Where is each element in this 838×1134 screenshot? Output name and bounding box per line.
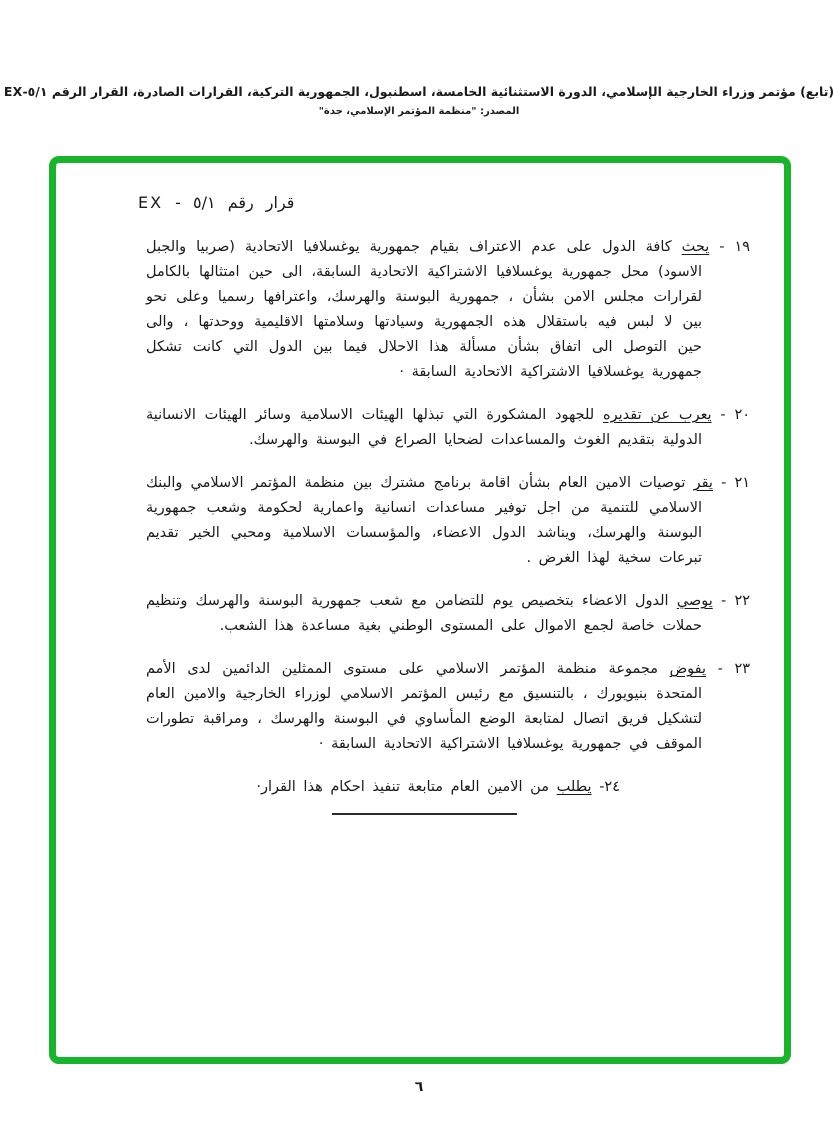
paragraph-text: للجهود المشكورة التي تبذلها الهيئات الاسلامية وسائر الهيئات الانسانية الدولية بتقديم الغوث والمساعدات لضحايا الصراع في البوسنة والهرسك. (146, 407, 702, 448)
document-header (0, 84, 838, 117)
paragraph-20 (146, 403, 750, 453)
paragraph-number: ١٩ - (719, 239, 751, 255)
page-number: ٦ (414, 1079, 424, 1095)
resolution-body (56, 212, 784, 815)
paragraph-24 (146, 775, 620, 800)
paragraph-number: ٢٤- (599, 779, 620, 795)
paragraph-23 (146, 657, 750, 757)
paragraph-text: توصيات الامين العام بشأن اقامة برنامج مشترك بين منظمة المؤتمر الاسلامي والبنك الاسلامي للتنمية من اجل توفير مساعدات انسانية واعمارية لحكومة وشعب جمهورية البوسنة والهرسك، ويناشد الدول الاعضاء، والمؤسسات الاسلامية ومحبي الخير تقديم تبرعات سخية لهذا الغرض . (146, 475, 702, 566)
highlight-frame (49, 156, 791, 1064)
paragraph-number: ٢٠ - (720, 407, 751, 423)
paragraph-lead-word: يحث (681, 239, 710, 255)
resolution-title: قرار رقم ٥/١ - EX (138, 193, 295, 212)
paragraph-number: ٢١ - (721, 475, 751, 491)
paragraph-number: ٢٢ - (720, 593, 751, 609)
paragraph-lead-word: يفوض (669, 661, 706, 677)
paragraph-number: ٢٣ - (717, 661, 751, 677)
paragraph-text: من الامين العام متابعة تنفيذ احكام هذا القرار· (256, 779, 549, 795)
end-of-resolution-divider (332, 813, 517, 815)
paragraph-19 (146, 235, 750, 385)
paragraph-lead-word: يعرب عن تقديره (603, 407, 712, 423)
paragraph-text: الدول الاعضاء بتخصيص يوم للتضامن مع شعب جمهورية البوسنة والهرسك وتنظيم حملات خاصة لجمع الاموال على المستوى الوطني بغية مساعدة هذا الشعب. (146, 593, 702, 634)
header-citation-line: (تابع) مؤتمر وزراء الخارجية الإسلامي، الدورة الاستثنائية الخامسة، اسطنبول، الجمهورية التركية، القرارات الصادرة، القرار الرقم ٥/١-EX (3, 84, 835, 99)
paragraph-text: كافة الدول على عدم الاعتراف بقيام جمهورية يوغسلافيا الاتحادية (صربيا والجبل الاسود) محل جمهورية يوغسلافيا الاشتراكية الاتحادية السابقة، الى حين امتثالها بالكامل لقرارات مجلس الامن بشأن ، جمهورية البوسنة والهرسك، واعترافها رسميا وعلى نحو بين لا لبس فيه باستقلال هذه الجمهورية وسيادتها وسلامتها الاقليمية ووحدتها ، والى حين التوصل الى اتفاق بشأن مسألة هذا الاحلال فيما بين الدول التي كانت تشكل جمهورية يوغسلافيا الاشتراكية الاتحادية السابقة · (146, 239, 702, 380)
paragraph-lead-word: يقر (693, 475, 713, 491)
paragraph-text: مجموعة منظمة المؤتمر الاسلامي على مستوى الممثلين الدائمين لدى الأمم المتحدة بنيويورك ، بالتنسيق مع رئيس المؤتمر الاسلامي لوزراء الخارجية والامين العام لتشكيل فريق اتصال لمتابعة الوضع المأساوي في البوسنة والهرسك ، ومراقبة تطورات الموقف في جمهورية يوغسلافيا الاشتراكية الاتحادية السابقة · (146, 661, 702, 752)
paragraph-21 (146, 471, 750, 571)
header-source-line: المصدر: "منظمة المؤتمر الإسلامي، جدة" (318, 106, 520, 117)
paragraph-lead-word: يوصي (676, 593, 713, 609)
paragraph-lead-word: يطلب (556, 779, 592, 795)
paragraph-22 (146, 589, 750, 639)
